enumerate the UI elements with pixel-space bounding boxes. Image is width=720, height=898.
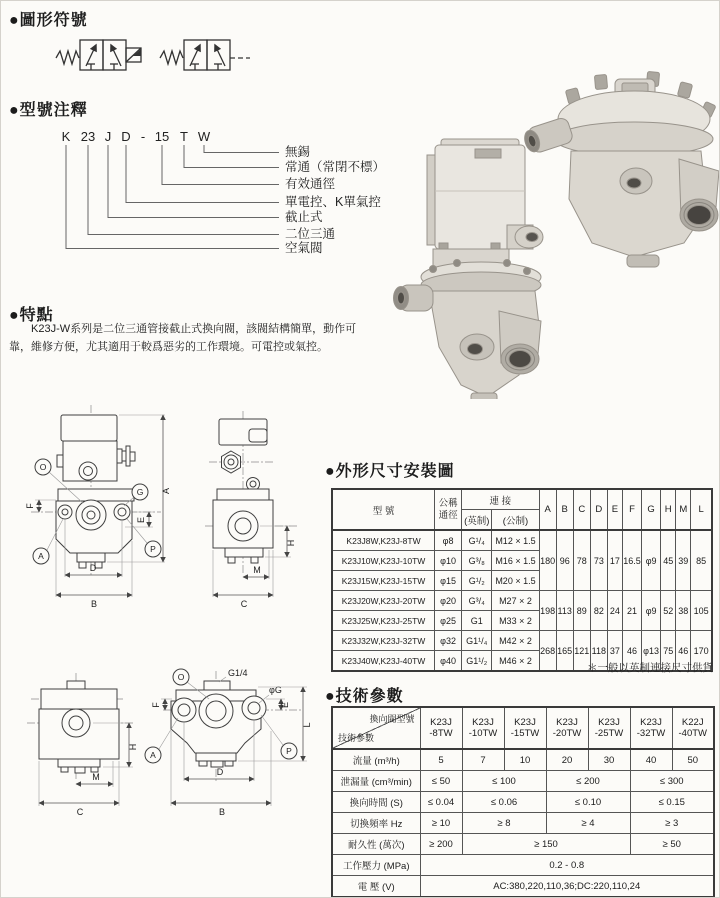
port-label-O: O	[177, 672, 185, 682]
value-cell: 50	[672, 749, 714, 771]
value-cell: ≥ 50	[630, 834, 714, 855]
dims-header-bore-line2: 通徑	[438, 509, 458, 521]
dim-label-A: A	[161, 487, 171, 495]
bore-cell: φ25	[435, 611, 462, 631]
dim-A: 180	[539, 530, 556, 591]
dim-L: 170	[691, 631, 712, 672]
tech-col-header	[546, 707, 588, 749]
metric-cell: M33 × 2	[492, 611, 539, 631]
model-cell: K23J20W,K23J-20TW	[332, 591, 435, 611]
bore-cell: φ32	[435, 631, 462, 651]
col-model-line1: K23J	[598, 716, 620, 728]
model-cell: K23J40W,K23J-40TW	[332, 651, 435, 672]
dim-E: 24	[607, 591, 622, 631]
imperial-cell: G³/₈	[462, 551, 492, 571]
tech-params-table	[331, 706, 715, 898]
dims-header-model: 型 號	[332, 489, 435, 530]
bore-cell: φ40	[435, 651, 462, 672]
port-label-G: G	[136, 487, 144, 497]
col-model-line2: -8TW	[429, 728, 453, 739]
dims-header-G: G	[642, 489, 661, 530]
imperial-cell: G¹/₂	[462, 571, 492, 591]
dim-H: 75	[661, 631, 676, 672]
product-photos	[389, 59, 720, 399]
value-cell: 20	[546, 749, 588, 771]
dim-D: 82	[590, 591, 607, 631]
hole-label: φG	[269, 685, 282, 695]
value-cell: 7	[462, 749, 504, 771]
code-label: 單電控、K單氣控	[285, 195, 381, 209]
dim-F: 16.5	[622, 530, 641, 591]
dim-label-M: M	[92, 772, 100, 782]
row-label: 工作壓力 (MPa)	[332, 855, 420, 876]
imperial-cell: G³/₄	[462, 591, 492, 611]
dim-H: 45	[661, 530, 676, 591]
value-cell: ≥ 4	[546, 813, 630, 834]
dim-F: 21	[622, 591, 641, 631]
dim-H: 52	[661, 591, 676, 631]
dim-label-C: C	[76, 807, 84, 817]
dimension-drawing-solenoid	[13, 399, 323, 634]
dims-row	[332, 591, 712, 611]
symbol-air-pilot-valve	[160, 40, 250, 70]
dim-label-H: H	[128, 743, 138, 751]
dim-M: 38	[676, 591, 691, 631]
row-label: 電 壓 (V)	[332, 876, 420, 898]
tech-row-leak	[332, 771, 714, 792]
dims-row	[332, 530, 712, 551]
code-label: 無錫	[285, 145, 311, 159]
tech-params-title: ●技術參數	[325, 688, 404, 705]
row-label: 泄漏量 (cm³/min)	[332, 771, 420, 792]
code-part: W	[197, 129, 211, 144]
port-label-P: P	[286, 746, 292, 756]
dim-label-E: E	[136, 516, 146, 524]
metric-cell: M27 × 2	[492, 591, 539, 611]
dim-G: φ13	[642, 631, 661, 672]
dim-label-D: D	[89, 563, 97, 573]
dims-header-imperial: (英制)	[462, 510, 492, 531]
dim-E: 17	[607, 530, 622, 591]
metric-cell: M42 × 2	[492, 631, 539, 651]
dims-header-F: F	[622, 489, 641, 530]
code-part: D	[121, 129, 131, 144]
tech-col-header	[420, 707, 462, 749]
dim-label-L: L	[302, 722, 312, 728]
tech-col-header	[588, 707, 630, 749]
col-model-line2: -25TW	[594, 728, 624, 739]
value-cell: ≥ 200	[420, 834, 462, 855]
code-labels	[285, 145, 385, 255]
row-label: 切換頻率 Hz	[332, 813, 420, 834]
dims-header-H: H	[661, 489, 676, 530]
value-cell: ≤ 300	[630, 771, 714, 792]
product-photo-left	[394, 139, 544, 399]
code-label: 截止式	[285, 210, 323, 224]
tech-corner-top: 換向閥型號	[369, 714, 415, 724]
dim-label-F: F	[151, 702, 161, 708]
dims-header-D: D	[590, 489, 607, 530]
value-cell: ≥ 10	[420, 813, 462, 834]
dims-header-M: M	[676, 489, 691, 530]
bore-cell: φ10	[435, 551, 462, 571]
model-cell: K23J32W,K23J-32TW	[332, 631, 435, 651]
metric-cell: M12 × 1.5	[492, 530, 539, 551]
metric-cell: M20 × 1.5	[492, 571, 539, 591]
dim-D: 73	[590, 530, 607, 591]
dim-L: 85	[691, 530, 712, 591]
value-cell: AC:380,220,110,36;DC:220,110,24	[420, 876, 714, 898]
tech-row-flow	[332, 749, 714, 771]
value-cell: ≤ 50	[420, 771, 462, 792]
code-part: 23	[80, 129, 96, 144]
value-cell: 10	[504, 749, 546, 771]
code-label: 常通（常閉不標）	[285, 160, 386, 174]
tech-row-durability	[332, 834, 714, 855]
symbol-solenoid-valve	[56, 40, 141, 70]
graphic-symbols-title: ●圖形符號	[9, 12, 88, 29]
code-part: J	[104, 129, 112, 144]
dim-A: 268	[539, 631, 556, 672]
thread-label: G1/4	[228, 668, 248, 678]
imperial-cell: G¹/₄	[462, 530, 492, 551]
code-label: 有效通徑	[285, 177, 336, 191]
col-model-line1: K23J	[514, 716, 536, 728]
dims-header-row-1	[332, 489, 712, 510]
dims-header-A: A	[539, 489, 556, 530]
features-text: K23J-W系列是二位三通管接截止式換向閥，該閥結構簡單，動作可靠，維修方便，尤其適用于較爲惡劣的工作環境。可電控或氣控。	[9, 323, 357, 353]
dimensions-footnote: ＊一般以英制連接尺寸供貨	[587, 662, 713, 674]
dims-header-connection: 連 接	[462, 489, 539, 510]
port-label-O: O	[39, 462, 47, 472]
dimensions-title: ●外形尺寸安裝圖	[325, 463, 455, 480]
dim-B: 96	[556, 530, 573, 591]
tech-row-voltage	[332, 876, 714, 898]
code-part: 15	[154, 129, 170, 144]
bore-cell: φ15	[435, 571, 462, 591]
col-model-line2: -10TW	[468, 728, 498, 739]
dim-B: 113	[556, 591, 573, 631]
tech-col-header	[630, 707, 672, 749]
side-view-air	[27, 673, 138, 817]
model-cell: K23J10W,K23J-10TW	[332, 551, 435, 571]
dim-label-B: B	[90, 599, 98, 609]
front-view-solenoid	[25, 405, 171, 609]
dims-header-E: E	[607, 489, 622, 530]
col-model-line1: K22J	[681, 716, 704, 728]
value-cell: ≥ 8	[462, 813, 546, 834]
model-code	[62, 129, 211, 144]
model-cell: K23J25W,K23J-25TW	[332, 611, 435, 631]
value-cell: 0.2 - 0.8	[420, 855, 714, 876]
col-model-line1: K23J	[640, 716, 662, 728]
dim-G: φ9	[642, 591, 661, 631]
port-label-A: A	[38, 551, 44, 561]
dims-header-bore	[435, 489, 462, 530]
value-cell: ≥ 3	[630, 813, 714, 834]
tech-row-pressure	[332, 855, 714, 876]
model-cell: K23J15W,K23J-15TW	[332, 571, 435, 591]
value-cell: ≤ 0.10	[546, 792, 630, 813]
col-model-line1: K23J	[430, 716, 452, 728]
dim-C: 121	[573, 631, 590, 672]
col-model-line2: -40TW	[678, 728, 707, 739]
dim-C: 78	[573, 530, 590, 591]
imperial-cell: G1	[462, 611, 492, 631]
row-label: 換向時間 (S)	[332, 792, 420, 813]
dims-header-B: B	[556, 489, 573, 530]
port-label-P: P	[150, 544, 156, 554]
tech-header-row	[332, 707, 714, 749]
dim-M: 39	[676, 530, 691, 591]
dim-label-F: F	[25, 503, 35, 509]
imperial-cell: G1¹/₄	[462, 631, 492, 651]
code-label: 二位三通	[285, 227, 336, 241]
front-view-air	[145, 668, 312, 817]
product-photo-right	[521, 72, 719, 267]
tech-row-frequency	[332, 813, 714, 834]
dim-C: 89	[573, 591, 590, 631]
dims-header-bore-line1: 公稱	[438, 498, 458, 510]
code-part: K	[61, 129, 71, 144]
col-model-line1: K23J	[472, 716, 494, 728]
dims-header-metric: (公制)	[492, 510, 539, 531]
dim-label-B: B	[218, 807, 226, 817]
dim-label-D: D	[216, 767, 224, 777]
dim-E: 37	[607, 631, 622, 672]
tech-col-header	[672, 707, 714, 749]
value-cell: ≤ 0.15	[630, 792, 714, 813]
model-notation-title: ●型號注釋	[9, 102, 88, 119]
bore-cell: φ20	[435, 591, 462, 611]
imperial-cell: G1¹/₂	[462, 651, 492, 672]
code-part: -	[140, 129, 146, 144]
dim-label-E: E	[280, 701, 290, 709]
value-cell: 5	[420, 749, 462, 771]
side-view-solenoid	[205, 411, 297, 609]
row-label: 流量 (m³/h)	[332, 749, 420, 771]
dim-label-C: C	[240, 599, 248, 609]
metric-cell: M46 × 2	[492, 651, 539, 672]
dims-header-L: L	[691, 489, 712, 530]
dimensions-table	[331, 488, 713, 672]
col-model-line2: -15TW	[510, 728, 540, 739]
features-title: ●特點	[9, 307, 54, 324]
col-model-line1: K23J	[556, 716, 578, 728]
row-label: 耐久性 (萬次)	[332, 834, 420, 855]
tech-corner-cell	[332, 707, 420, 749]
dim-label-H: H	[286, 539, 296, 547]
dims-header-C: C	[573, 489, 590, 530]
dims-row	[332, 631, 712, 651]
value-cell: ≤ 100	[462, 771, 546, 792]
dim-A: 198	[539, 591, 556, 631]
fork-lines	[66, 145, 279, 249]
dim-M: 46	[676, 631, 691, 672]
code-label: 空氣閥	[285, 241, 323, 255]
metric-cell: M16 × 1.5	[492, 551, 539, 571]
dim-B: 165	[556, 631, 573, 672]
col-model-line2: -20TW	[552, 728, 582, 739]
pneumatic-symbols-figure	[53, 31, 253, 77]
value-cell: ≤ 0.04	[420, 792, 462, 813]
tech-corner-bottom: 技術參數	[338, 733, 375, 743]
dim-D: 118	[590, 631, 607, 672]
value-cell: 30	[588, 749, 630, 771]
value-cell: ≤ 0.06	[462, 792, 546, 813]
dim-label-M: M	[253, 565, 261, 575]
tech-col-header	[462, 707, 504, 749]
bore-cell: φ8	[435, 530, 462, 551]
value-cell: ≤ 200	[546, 771, 630, 792]
dim-G: φ9	[642, 530, 661, 591]
col-model-line2: -32TW	[636, 728, 666, 739]
tech-row-switch-time	[332, 792, 714, 813]
dimension-drawing-air	[13, 663, 323, 823]
port-label-A: A	[150, 750, 156, 760]
tech-col-header	[504, 707, 546, 749]
dim-L: 105	[691, 591, 712, 631]
value-cell: 40	[630, 749, 672, 771]
dim-F: 46	[622, 631, 641, 672]
model-cell: K23J8W,K23J-8TW	[332, 530, 435, 551]
value-cell: ≥ 150	[462, 834, 630, 855]
code-part: T	[180, 129, 188, 144]
